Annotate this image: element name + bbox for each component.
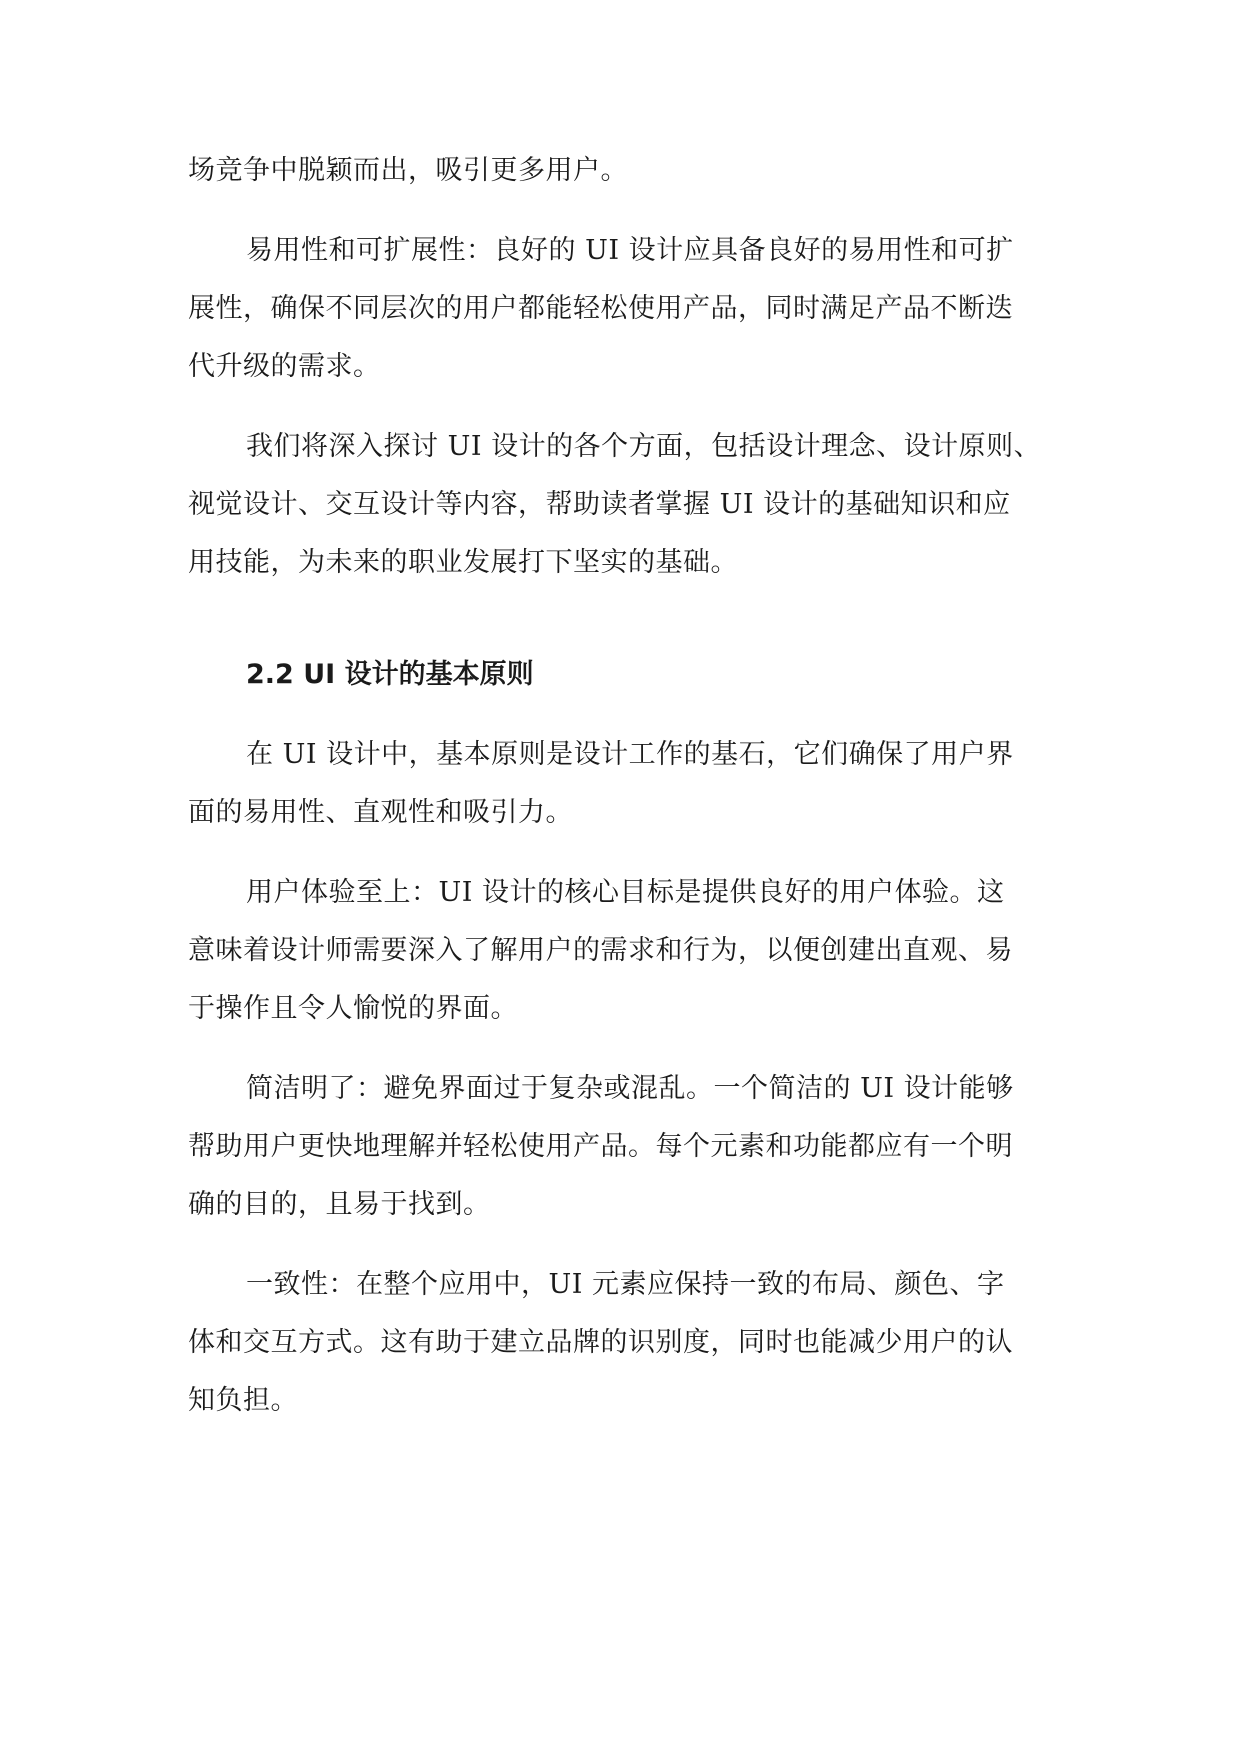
paragraph (188, 726, 1068, 842)
section-heading: 2.2 UI 设计的基本原则 (246, 659, 534, 690)
text-line: 帮助用户更快地理解并轻松使用产品。每个元素和功能都应有一个明 (188, 1131, 1013, 1162)
text-line: 知负担。 (188, 1385, 298, 1416)
paragraph (188, 864, 1068, 1038)
text-line: 意味着设计师需要深入了解用户的需求和行为，以便创建出直观、易 (188, 935, 1013, 966)
paragraph (188, 1060, 1068, 1234)
text-line: 在 UI 设计中，基本原则是设计工作的基石，它们确保了用户界 (246, 739, 1014, 770)
document-page (188, 142, 1068, 1430)
text-line: 易用性和可扩展性：良好的 UI 设计应具备良好的易用性和可扩 (246, 235, 1014, 266)
text-line: 场竞争中脱颖而出，吸引更多用户。 (188, 155, 628, 186)
paragraph (188, 142, 1068, 200)
text-line: 代升级的需求。 (188, 351, 381, 382)
text-line: 一致性：在整个应用中，UI 元素应保持一致的布局、颜色、字 (246, 1269, 1005, 1300)
text-line: 用户体验至上：UI 设计的核心目标是提供良好的用户体验。这 (246, 877, 1005, 908)
text-line: 确的目的，且易于找到。 (188, 1189, 491, 1220)
paragraph (188, 418, 1068, 592)
text-line: 视觉设计、交互设计等内容，帮助读者掌握 UI 设计的基础知识和应 (188, 489, 1011, 520)
text-line: 用技能，为未来的职业发展打下坚实的基础。 (188, 547, 738, 578)
text-line: 展性，确保不同层次的用户都能轻松使用产品，同时满足产品不断迭 (188, 293, 1013, 324)
text-line: 我们将深入探讨 UI 设计的各个方面，包括设计理念、设计原则、 (246, 431, 1042, 462)
text-line: 于操作且令人愉悦的界面。 (188, 993, 518, 1024)
paragraph (188, 222, 1068, 396)
text-line: 简洁明了：避免界面过于复杂或混乱。一个简洁的 UI 设计能够 (246, 1073, 1014, 1104)
paragraph (188, 1256, 1068, 1430)
text-line: 面的易用性、直观性和吸引力。 (188, 797, 573, 828)
text-line: 体和交互方式。这有助于建立品牌的识别度，同时也能减少用户的认 (188, 1327, 1013, 1358)
